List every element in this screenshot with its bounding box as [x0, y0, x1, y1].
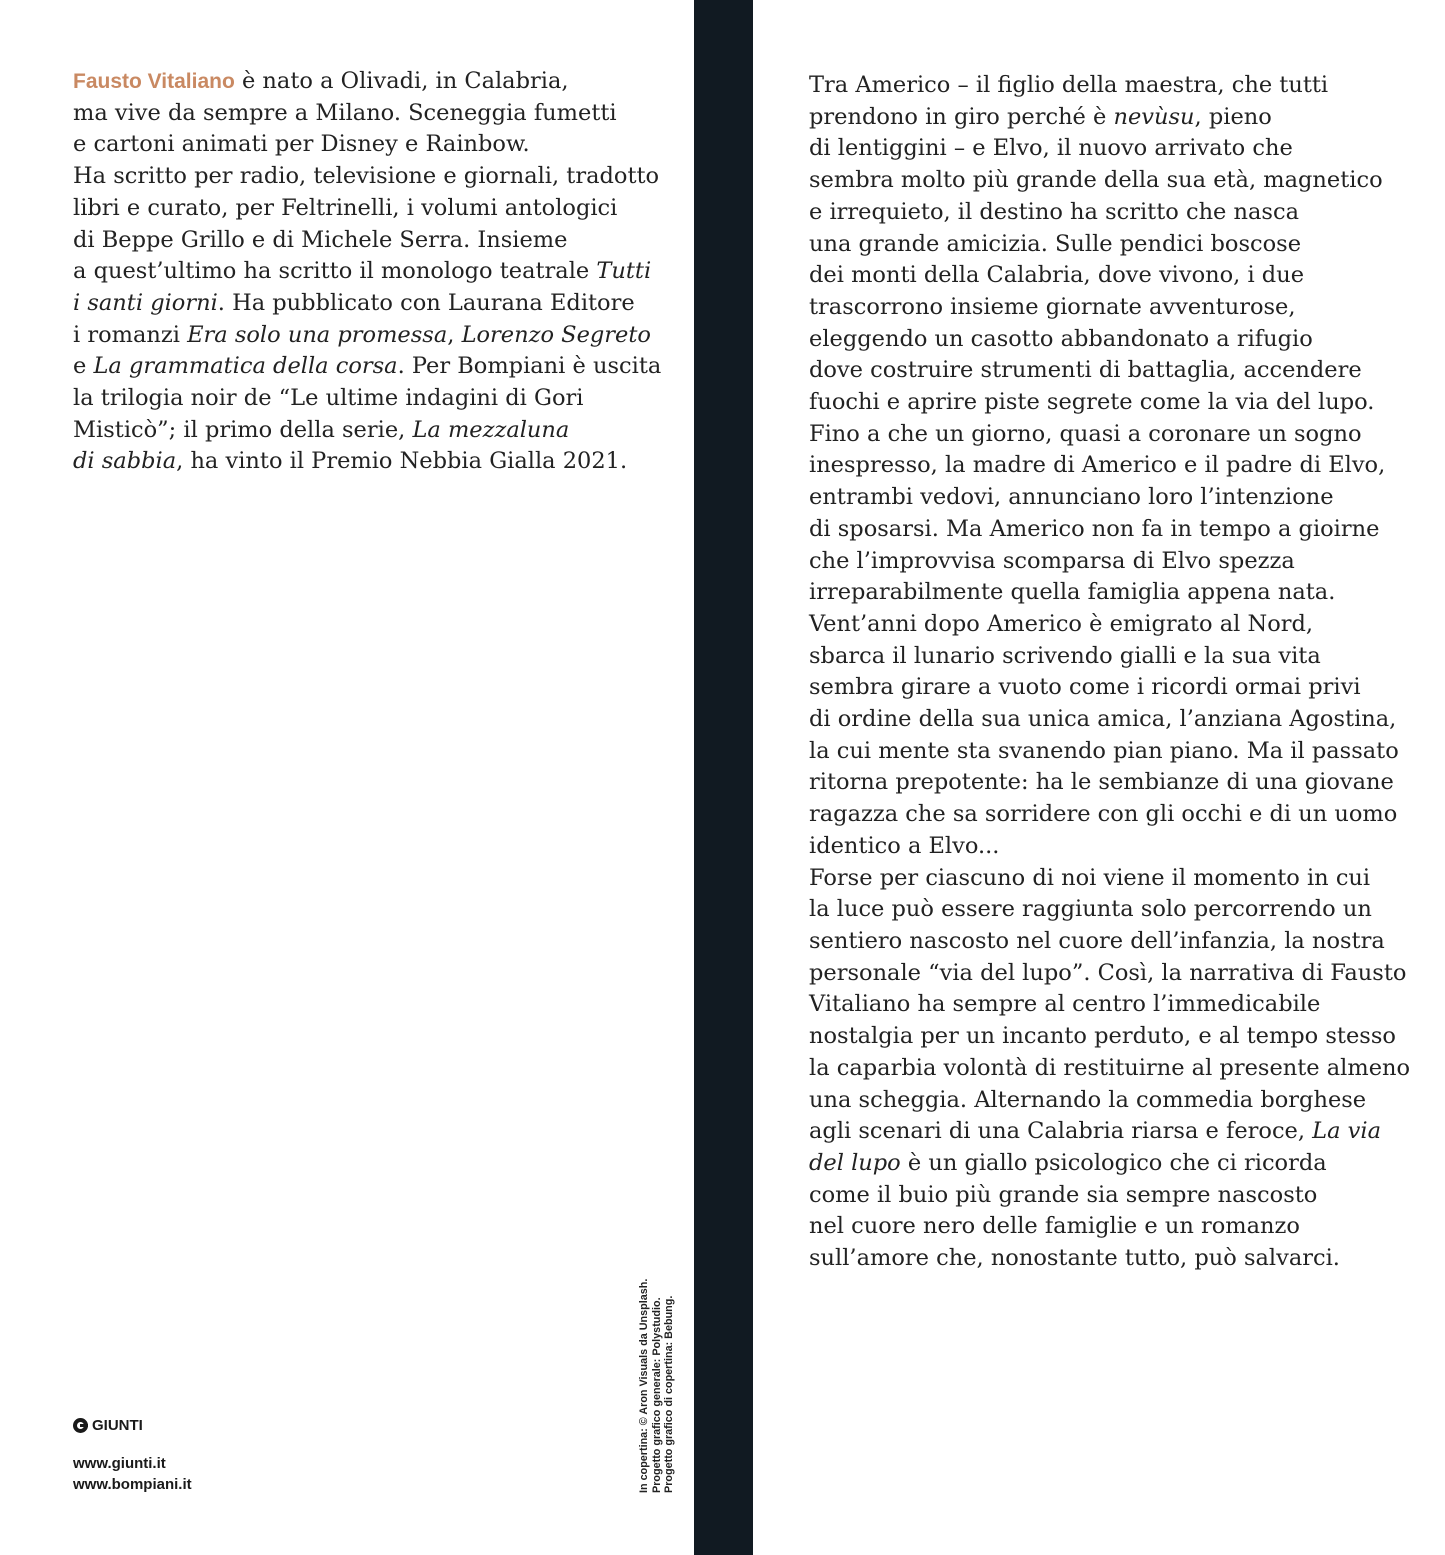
- text-line: [73, 66, 661, 98]
- text-line: [809, 133, 1410, 165]
- text-run: Ha scritto per radio, televisione e giornali, tradotto: [73, 163, 660, 190]
- italic-title: La grammatica della corsa: [93, 353, 398, 380]
- italic-title: i santi giorni: [73, 289, 218, 316]
- italic-title: nevùsu: [1113, 103, 1195, 130]
- text-line: [809, 609, 1410, 641]
- text-line: [809, 546, 1410, 578]
- text-line: [809, 292, 1410, 324]
- italic-title: La via: [1312, 1118, 1382, 1145]
- text-line: [809, 767, 1410, 799]
- text-run: , ha vinto il Premio Nebbia Gialla 2021.: [176, 448, 628, 475]
- text-line: [809, 799, 1410, 831]
- credit-line: Progetto grafico di copertina: Bebung.: [663, 1295, 675, 1493]
- text-line: [809, 1021, 1410, 1053]
- cover-credits: [638, 1278, 682, 1493]
- italic-title: La mezzaluna: [412, 416, 570, 443]
- text-line: [809, 831, 1410, 863]
- text-run: è un giallo psicologico che ci ricorda: [900, 1149, 1327, 1176]
- text-line: [809, 70, 1410, 102]
- text-line: [809, 863, 1410, 895]
- text-line: [809, 355, 1410, 387]
- text-run: personale “via del lupo”. Così, la narrativa di Fausto: [809, 959, 1407, 986]
- website-link-bompiani[interactable]: www.bompiani.it: [73, 1476, 192, 1493]
- text-run: nel cuore nero delle famiglie e un romanzo: [809, 1213, 1300, 1240]
- text-run: ragazza che sa sorridere con gli occhi e di un uomo: [809, 801, 1398, 828]
- text-run: ritorna prepotente: ha le sembianze di una giovane: [809, 769, 1394, 796]
- text-run: ma vive da sempre a Milano. Sceneggia fumetti: [73, 99, 617, 126]
- text-line: [809, 1180, 1410, 1212]
- text-run: la caparbia volontà di restituirne al presente almeno: [809, 1054, 1411, 1081]
- text-run: sembra molto più grande della sua età, magnetico: [809, 167, 1383, 194]
- author-name: Fausto Vitaliano: [73, 70, 235, 93]
- text-run: irreparabilmente quella famiglia appena nata.: [809, 579, 1336, 606]
- text-line: [809, 1211, 1410, 1243]
- text-run: sbarca il lunario scrivendo gialli e la sua vita: [809, 642, 1321, 669]
- text-line: [809, 1053, 1410, 1085]
- text-line: [73, 225, 661, 257]
- text-run: sull’amore che, nonostante tutto, può salvarci.: [809, 1245, 1340, 1272]
- text-line: [73, 320, 661, 352]
- italic-title: Lorenzo Segreto: [461, 321, 651, 348]
- text-line: [73, 129, 661, 161]
- italic-title: Tutti: [596, 258, 652, 285]
- text-line: [809, 102, 1410, 134]
- publisher-name: GIUNTI: [92, 1417, 143, 1434]
- text-line: [809, 450, 1410, 482]
- text-line: [809, 260, 1410, 292]
- text-run: di Beppe Grillo e di Michele Serra. Insieme: [73, 226, 568, 253]
- text-run: una scheggia. Alternando la commedia borghese: [809, 1086, 1367, 1113]
- text-line: [809, 736, 1410, 768]
- giunti-logo-icon: [73, 1418, 88, 1433]
- text-line: [809, 1085, 1410, 1117]
- text-run: che l’improvvisa scomparsa di Elvo spezza: [809, 547, 1295, 574]
- text-line: [809, 704, 1410, 736]
- text-run: la cui mente sta svanendo pian piano. Ma il passato: [809, 737, 1399, 764]
- text-line: [809, 197, 1410, 229]
- text-run: identico a Elvo...: [809, 832, 1000, 859]
- text-line: [809, 419, 1410, 451]
- text-run: come il buio più grande sia sempre nascosto: [809, 1181, 1318, 1208]
- text-run: di sposarsi. Ma Americo non fa in tempo a gioirne: [809, 515, 1380, 542]
- text-line: [809, 324, 1410, 356]
- text-run: Tra Americo – il figlio della maestra, che tutti: [809, 72, 1329, 98]
- text-line: [73, 383, 661, 415]
- text-line: [809, 482, 1410, 514]
- text-line: [809, 894, 1410, 926]
- credit-line: Progetto grafico generale: Polystudio.: [650, 1297, 663, 1493]
- text-run: , pieno: [1194, 103, 1272, 130]
- italic-title: di sabbia: [73, 448, 177, 475]
- text-run: i romanzi: [73, 321, 188, 348]
- text-line: [809, 577, 1410, 609]
- text-line: [809, 165, 1410, 197]
- text-run: Vent’anni dopo Americo è emigrato al Nord,: [809, 610, 1314, 637]
- italic-title: Era solo una promessa: [187, 321, 448, 348]
- text-line: [809, 926, 1410, 958]
- text-run: Vitaliano ha sempre al centro l’immedicabile: [809, 991, 1321, 1018]
- text-line: [73, 193, 661, 225]
- text-run: Forse per ciascuno di noi viene il momento in cui: [809, 864, 1371, 891]
- text-run: eleggendo un casotto abbandonato a rifugio: [809, 325, 1313, 352]
- text-run: . Ha pubblicato con Laurana Editore: [217, 289, 635, 316]
- website-link-giunti[interactable]: www.giunti.it: [73, 1455, 166, 1472]
- text-run: Fino a che un giorno, quasi a coronare un sogno: [809, 420, 1362, 447]
- text-run: la luce può essere raggiunta solo percorrendo un: [809, 896, 1372, 923]
- text-run: nostalgia per un incanto perduto, e al tempo stesso: [809, 1023, 1396, 1050]
- text-line: [73, 351, 661, 383]
- text-run: entrambi vedovi, annunciano loro l’intenzione: [809, 484, 1334, 511]
- text-run: una grande amicizia. Sulle pendici boscose: [809, 230, 1302, 257]
- text-line: [809, 387, 1410, 419]
- text-run: . Per Bompiani è uscita: [397, 353, 662, 380]
- text-run: la trilogia noir de “Le ultime indagini di Gori: [73, 385, 584, 412]
- text-run: sentiero nascosto nel cuore dell’infanzia, la nostra: [809, 927, 1385, 954]
- text-run: di lentiggini – e Elvo, il nuovo arrivato che: [809, 135, 1293, 162]
- text-run: dove costruire strumenti di battaglia, accendere: [809, 357, 1362, 384]
- text-run: e: [73, 353, 94, 380]
- text-line: [73, 161, 661, 193]
- text-line: [73, 446, 661, 478]
- text-run: ,: [447, 321, 462, 348]
- text-line: [73, 98, 661, 130]
- text-run: a quest’ultimo ha scritto il monologo teatrale: [73, 258, 597, 285]
- text-line: [809, 989, 1410, 1021]
- text-run: di ordine della sua unica amica, l’anziana Agostina,: [809, 706, 1397, 733]
- text-line: [809, 641, 1410, 673]
- publisher-websites: [73, 1453, 192, 1495]
- text-run: sembra girare a vuoto come i ricordi ormai privi: [809, 674, 1361, 701]
- synopsis: [809, 70, 1410, 1275]
- text-run: è nato a Olivadi, in Calabria,: [234, 68, 569, 94]
- text-line: [809, 1148, 1410, 1180]
- publisher-logo: [73, 1417, 143, 1434]
- credit-line: In copertina: © Aron Visuals da Unsplash.: [638, 1278, 650, 1493]
- text-line: [73, 288, 661, 320]
- text-line: [73, 256, 661, 288]
- text-line: [809, 1116, 1410, 1148]
- text-line: [809, 229, 1410, 261]
- text-line: [73, 415, 661, 447]
- italic-title: del lupo: [809, 1149, 901, 1176]
- text-run: dei monti della Calabria, dove vivono, i due: [809, 262, 1305, 289]
- author-bio: [73, 66, 661, 478]
- text-run: e irrequieto, il destino ha scritto che nasca: [809, 198, 1299, 225]
- text-run: trascorrono insieme giornate avventurose,: [809, 293, 1296, 320]
- text-run: prendono in giro perché è: [809, 103, 1114, 130]
- text-line: [809, 958, 1410, 990]
- book-spine: [694, 0, 753, 1555]
- text-run: agli scenari di una Calabria riarsa e feroce,: [809, 1118, 1313, 1145]
- text-run: e cartoni animati per Disney e Rainbow.: [73, 131, 530, 158]
- text-run: inespresso, la madre di Americo e il padre di Elvo,: [809, 452, 1386, 479]
- text-line: [809, 672, 1410, 704]
- text-run: Misticò”; il primo della serie,: [73, 416, 413, 443]
- text-line: [809, 1243, 1410, 1275]
- text-run: libri e curato, per Feltrinelli, i volumi antologici: [73, 194, 618, 221]
- text-run: fuochi e aprire piste segrete come la via del lupo.: [809, 389, 1375, 416]
- text-line: [809, 514, 1410, 546]
